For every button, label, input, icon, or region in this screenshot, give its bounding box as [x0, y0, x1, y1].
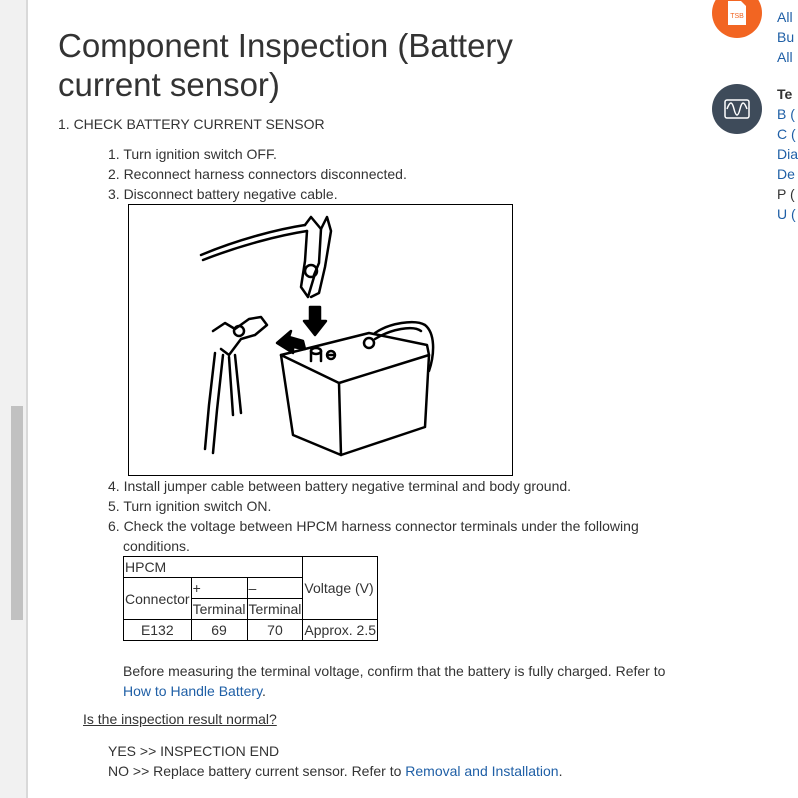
scope-heading: Te — [777, 86, 793, 102]
step-item: 1. Turn ignition switch OFF. — [108, 146, 277, 162]
step-item: 2. Reconnect harness connectors disconnected. — [108, 166, 407, 182]
steps-list-after — [108, 476, 639, 556]
tsb-link[interactable]: All — [777, 9, 793, 25]
step-item: 4. Install jumper cable between battery negative terminal and body ground. — [108, 478, 572, 494]
tsb-icon-label: TSB — [730, 13, 744, 20]
tsb-document-icon — [726, 0, 748, 26]
table-cell-voltage: Approx. 2.5 — [303, 620, 378, 641]
left-scroll-thumb[interactable] — [11, 406, 23, 620]
tsb-link[interactable]: All — [777, 49, 793, 65]
left-scroll-track[interactable] — [0, 0, 26, 798]
step-item-continued: conditions. — [123, 538, 190, 554]
step-item: 3. Disconnect battery negative cable. — [108, 186, 338, 202]
step-item: 6. Check the voltage between HPCM harness connector terminals under the following — [108, 518, 639, 534]
inspection-results — [108, 741, 562, 781]
table-voltage-header: Voltage (V) — [303, 557, 378, 620]
inspection-question: Is the inspection result normal? — [83, 711, 277, 727]
how-to-handle-battery-link[interactable]: How to Handle Battery — [123, 683, 263, 699]
section-heading: 1. CHECK BATTERY CURRENT SENSOR — [58, 116, 325, 132]
result-no-text: NO >> Replace battery current sensor. Refer to — [108, 763, 406, 779]
battery-cable-diagram — [129, 205, 512, 475]
table-terminal-header: Terminal — [247, 599, 303, 620]
note-end: . — [262, 683, 266, 699]
result-yes: YES >> INSPECTION END — [108, 743, 280, 759]
scope-link[interactable]: C ( — [777, 126, 796, 142]
table-row — [124, 620, 378, 641]
step-item: 5. Turn ignition switch ON. — [108, 498, 272, 514]
waveform-icon — [724, 99, 750, 119]
voltage-spec-table — [123, 556, 378, 641]
scope-link[interactable]: Dia — [777, 146, 798, 162]
scope-link[interactable]: B ( — [777, 106, 795, 122]
result-no — [108, 761, 562, 781]
scope-item: P ( — [777, 186, 795, 202]
tsb-badge[interactable] — [712, 0, 762, 38]
scope-link[interactable]: U ( — [777, 206, 796, 222]
removal-installation-link[interactable]: Removal and Installation — [405, 763, 559, 779]
scope-links — [777, 84, 798, 224]
battery-note — [123, 661, 683, 701]
tsb-links — [777, 7, 794, 67]
table-terminal-header: Terminal — [191, 599, 247, 620]
battery-illustration — [128, 204, 513, 476]
result-no-end: . — [558, 763, 563, 779]
table-connector-header: Connector — [124, 578, 192, 620]
table-cell-plus: 69 — [191, 620, 247, 641]
table-group-header: HPCM — [124, 557, 303, 578]
table-minus-header: – — [247, 578, 303, 599]
scope-link[interactable]: De — [777, 166, 795, 182]
tsb-link[interactable]: Bu — [777, 29, 795, 45]
steps-list-before — [108, 144, 407, 204]
page-title: Component Inspection (Battery current sensor) — [58, 27, 513, 103]
scope-badge[interactable] — [712, 84, 762, 134]
table-cell-connector: E132 — [124, 620, 192, 641]
panel-divider — [26, 0, 28, 798]
table-cell-minus: 70 — [247, 620, 303, 641]
table-plus-header: + — [191, 578, 247, 599]
note-text: Before measuring the terminal voltage, confirm that the battery is fully charged. Refer to — [123, 663, 666, 679]
